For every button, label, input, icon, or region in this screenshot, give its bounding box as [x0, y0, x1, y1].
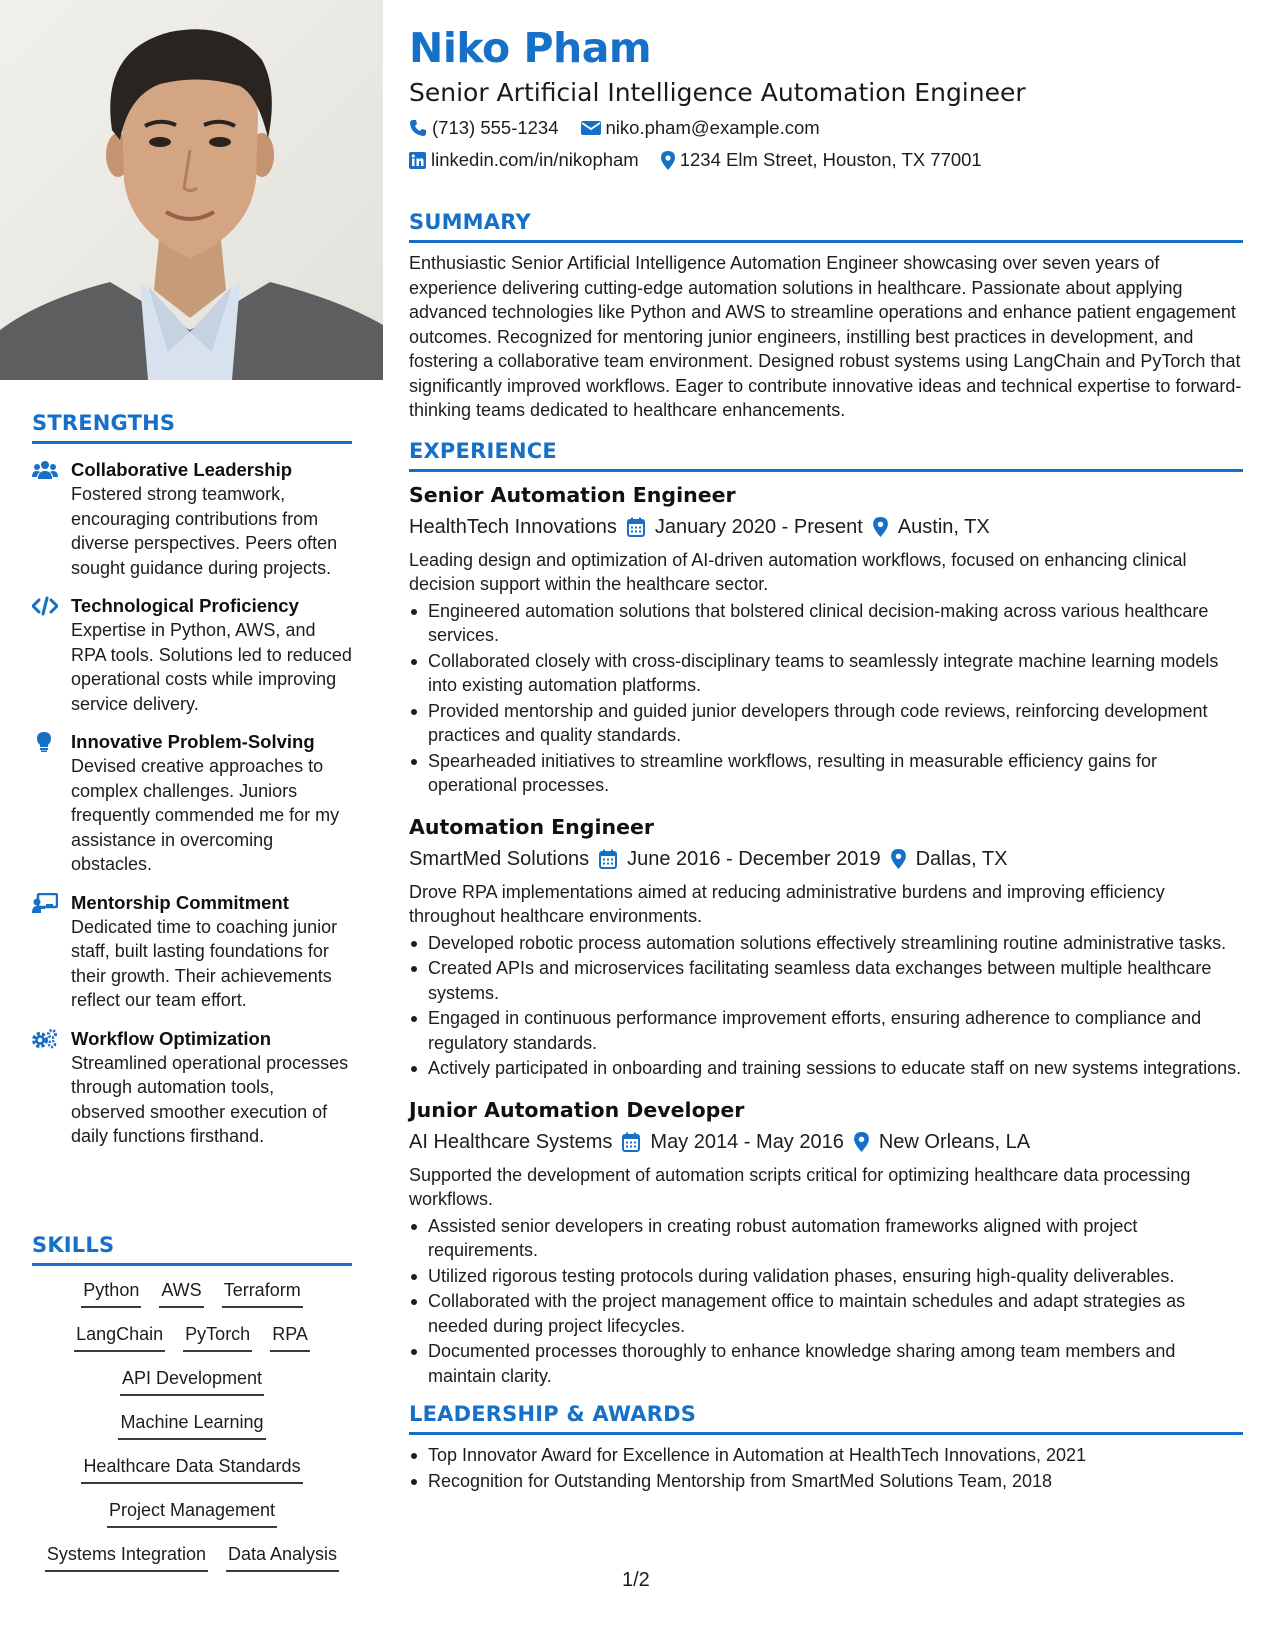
profile-photo	[0, 0, 383, 380]
strength-description: Fostered strong teamwork, encouraging contributions from diverse perspectives. Peers often sought guidance during projects.	[71, 484, 338, 578]
job-entry	[409, 812, 1243, 1081]
linkedin-icon	[409, 152, 426, 169]
job-title: Junior Automation Developer	[409, 1097, 745, 1122]
email-text: niko.pham@example.com	[605, 117, 820, 138]
job-dates-text: June 2016 - December 2019	[627, 847, 881, 870]
skill-tag: LangChain	[74, 1322, 165, 1352]
strength-item	[32, 891, 352, 1013]
skill-tag: Machine Learning	[118, 1410, 265, 1440]
strength-title: Technological Proficiency	[71, 595, 299, 616]
job-title: Senior Automation Engineer	[409, 482, 736, 507]
job-bullet: Documented processes thoroughly to enhance knowledge sharing among team members and maintain clarity.	[409, 1339, 1243, 1388]
job-location-text: Austin, TX	[897, 515, 990, 538]
job-location	[854, 1127, 1030, 1157]
calendar-icon	[622, 1132, 640, 1152]
skills-row	[32, 1410, 352, 1440]
skills-heading: SKILLS	[32, 1233, 352, 1266]
awards-section	[409, 1402, 1243, 1493]
job-description: Drove RPA implementations aimed at reducing administrative burdens and improving efficiency throughout healthcare environments.	[409, 881, 1165, 926]
strengths-heading: STRENGTHS	[32, 411, 352, 444]
experience-section	[409, 439, 1243, 1389]
strength-title: Collaborative Leadership	[71, 459, 293, 480]
strengths-section	[32, 411, 352, 1149]
skill-tag: AWS	[159, 1278, 203, 1308]
skills-row	[32, 1454, 352, 1484]
job-dates-text: May 2014 - May 2016	[650, 1130, 844, 1153]
page-number: 1/2	[622, 1569, 650, 1591]
calendar-icon	[627, 517, 645, 537]
map-pin-icon	[873, 517, 888, 537]
job-bullet: Engineered automation solutions that bolstered clinical decision-making across various healthcare services.	[409, 599, 1243, 648]
candidate-headline: Senior Artificial Intelligence Automation Engineer	[409, 78, 1026, 107]
strength-description: Devised creative approaches to complex challenges. Juniors frequently commended me for my assistance in overcoming obstacles.	[71, 756, 340, 874]
email-contact[interactable]	[581, 116, 820, 140]
job-description: Leading design and optimization of AI-driven automation workflows, focused on enhancing clinical decision support within the healthcare sector.	[409, 549, 1187, 594]
map-pin-icon	[661, 151, 675, 170]
chalkboard-teacher-icon	[32, 893, 58, 913]
summary-section	[409, 210, 1243, 423]
job-dates	[627, 512, 863, 542]
job-meta	[409, 1127, 1243, 1157]
skill-tag: Python	[81, 1278, 141, 1308]
job-bullets	[409, 1214, 1243, 1389]
job-entry	[409, 480, 1243, 798]
skills-section	[32, 1233, 352, 1586]
job-bullet: Provided mentorship and guided junior developers through code reviews, reinforcing development practices and quality standards.	[409, 699, 1243, 748]
strength-description: Streamlined operational processes through automation tools, observed smoother execution of daily functions firsthand.	[71, 1052, 349, 1146]
job-location	[891, 844, 1008, 874]
lightbulb-icon	[32, 732, 58, 752]
calendar-icon	[599, 849, 617, 869]
job-location	[873, 512, 990, 542]
strength-item	[32, 1027, 352, 1149]
envelope-icon	[581, 120, 601, 136]
job-dates	[622, 1127, 843, 1157]
skills-row	[32, 1542, 352, 1572]
company-name: AI Healthcare Systems	[409, 1130, 613, 1153]
job-title: Automation Engineer	[409, 814, 654, 839]
phone-icon	[409, 119, 427, 137]
job-dates-text: January 2020 - Present	[654, 515, 863, 538]
gears-icon	[32, 1029, 58, 1049]
skill-tag: API Development	[120, 1366, 264, 1396]
awards-list	[409, 1443, 1243, 1493]
skill-tag: Terraform	[222, 1278, 303, 1308]
job-entry	[409, 1095, 1243, 1389]
summary-heading: SUMMARY	[409, 210, 1243, 243]
phone-text: (713) 555-1234	[432, 117, 559, 138]
skill-tag: Healthcare Data Standards	[81, 1454, 302, 1484]
skill-tag: Project Management	[107, 1498, 277, 1528]
map-pin-icon	[854, 1132, 869, 1152]
job-bullet: Developed robotic process automation solutions effectively streamlining routine administrative tasks.	[409, 931, 1243, 956]
strength-item	[32, 458, 352, 580]
strength-description: Expertise in Python, AWS, and RPA tools. Solutions led to reduced operational costs while improving service delivery.	[71, 620, 352, 714]
company-name: HealthTech Innovations	[409, 515, 617, 538]
skills-list	[32, 1278, 352, 1572]
job-bullets	[409, 599, 1243, 798]
address-text: 1234 Elm Street, Houston, TX 77001	[679, 149, 982, 170]
contact-row	[409, 148, 1243, 172]
strength-item	[32, 730, 352, 877]
code-icon	[32, 596, 58, 616]
job-bullet: Collaborated closely with cross-disciplinary teams to seamlessly integrate machine learning models into existing automation platforms.	[409, 649, 1243, 698]
award-item: Recognition for Outstanding Mentorship from SmartMed Solutions Team, 2018	[409, 1469, 1243, 1494]
job-location-text: New Orleans, LA	[878, 1130, 1031, 1153]
summary-text: Enthusiastic Senior Artificial Intelligence Automation Engineer showcasing over seven years of experience delivering cutting-edge automation solutions in healthcare. Passionate about applying advanced technologies like Python and AWS to streamline operations and enhance patient engagement outcomes. Recognized for mentoring junior engineers, instilling best practices in development, and fostering a collaborative team environment. Designed robust systems using LangChain and PyTorch that significantly improved workflows. Eager to contribute innovative ideas and technical expertise to forward-thinking teams dedicated to healthcare enhancements.	[409, 253, 1242, 420]
users-icon	[32, 460, 58, 480]
job-location-text: Dallas, TX	[915, 847, 1008, 870]
skills-row	[32, 1322, 352, 1352]
job-bullet: Collaborated with the project management office to maintain schedules and adapt strategies as needed during project lifecycles.	[409, 1289, 1243, 1338]
job-bullet: Spearheaded initiatives to streamline workflows, resulting in measurable efficiency gains for operational processes.	[409, 749, 1243, 798]
strength-title: Workflow Optimization	[71, 1027, 272, 1049]
skills-row	[32, 1366, 352, 1396]
skill-tag: RPA	[270, 1322, 310, 1352]
job-bullet: Created APIs and microservices facilitating seamless data exchanges between multiple healthcare systems.	[409, 956, 1243, 1005]
job-bullet: Actively participated in onboarding and training sessions to educate staff on new systems integrations.	[409, 1056, 1243, 1081]
job-bullet: Utilized rigorous testing protocols during validation phases, ensuring high-quality deliverables.	[409, 1264, 1243, 1289]
job-dates	[599, 844, 881, 874]
skill-tag: Systems Integration	[45, 1542, 208, 1572]
skill-tag: Data Analysis	[226, 1542, 339, 1572]
experience-heading: EXPERIENCE	[409, 439, 1243, 472]
map-pin-icon	[891, 849, 906, 869]
main-content	[409, 22, 1243, 1493]
strength-item	[32, 594, 352, 716]
phone-contact[interactable]	[409, 116, 559, 140]
job-bullet: Engaged in continuous performance improvement efforts, ensuring adherence to compliance and regulatory standards.	[409, 1006, 1243, 1055]
sidebar	[0, 0, 383, 1650]
skill-tag: PyTorch	[183, 1322, 252, 1352]
job-meta	[409, 844, 1243, 874]
skills-row	[32, 1278, 352, 1308]
awards-heading: LEADERSHIP & AWARDS	[409, 1402, 1243, 1435]
job-description: Supported the development of automation scripts critical for optimizing healthcare data processing workflows.	[409, 1164, 1191, 1209]
strength-title: Mentorship Commitment	[71, 891, 289, 913]
job-bullets	[409, 931, 1243, 1081]
company-name: SmartMed Solutions	[409, 847, 590, 870]
job-meta	[409, 512, 1243, 542]
strength-title: Innovative Problem-Solving	[71, 731, 315, 752]
linkedin-contact[interactable]	[409, 148, 639, 172]
award-item: Top Innovator Award for Excellence in Automation at HealthTech Innovations, 2021	[409, 1443, 1243, 1468]
contact-row	[409, 116, 1243, 140]
skills-row	[32, 1498, 352, 1528]
job-bullet: Assisted senior developers in creating robust automation frameworks aligned with project requirements.	[409, 1214, 1243, 1263]
candidate-name: Niko Pham	[409, 24, 652, 72]
linkedin-text: linkedin.com/in/nikopham	[431, 149, 639, 170]
address-contact	[661, 148, 982, 172]
strength-description: Dedicated time to coaching junior staff, built lasting foundations for their growth. Their achievements reflect our team effort.	[71, 916, 338, 1010]
resume-header	[409, 22, 1243, 172]
